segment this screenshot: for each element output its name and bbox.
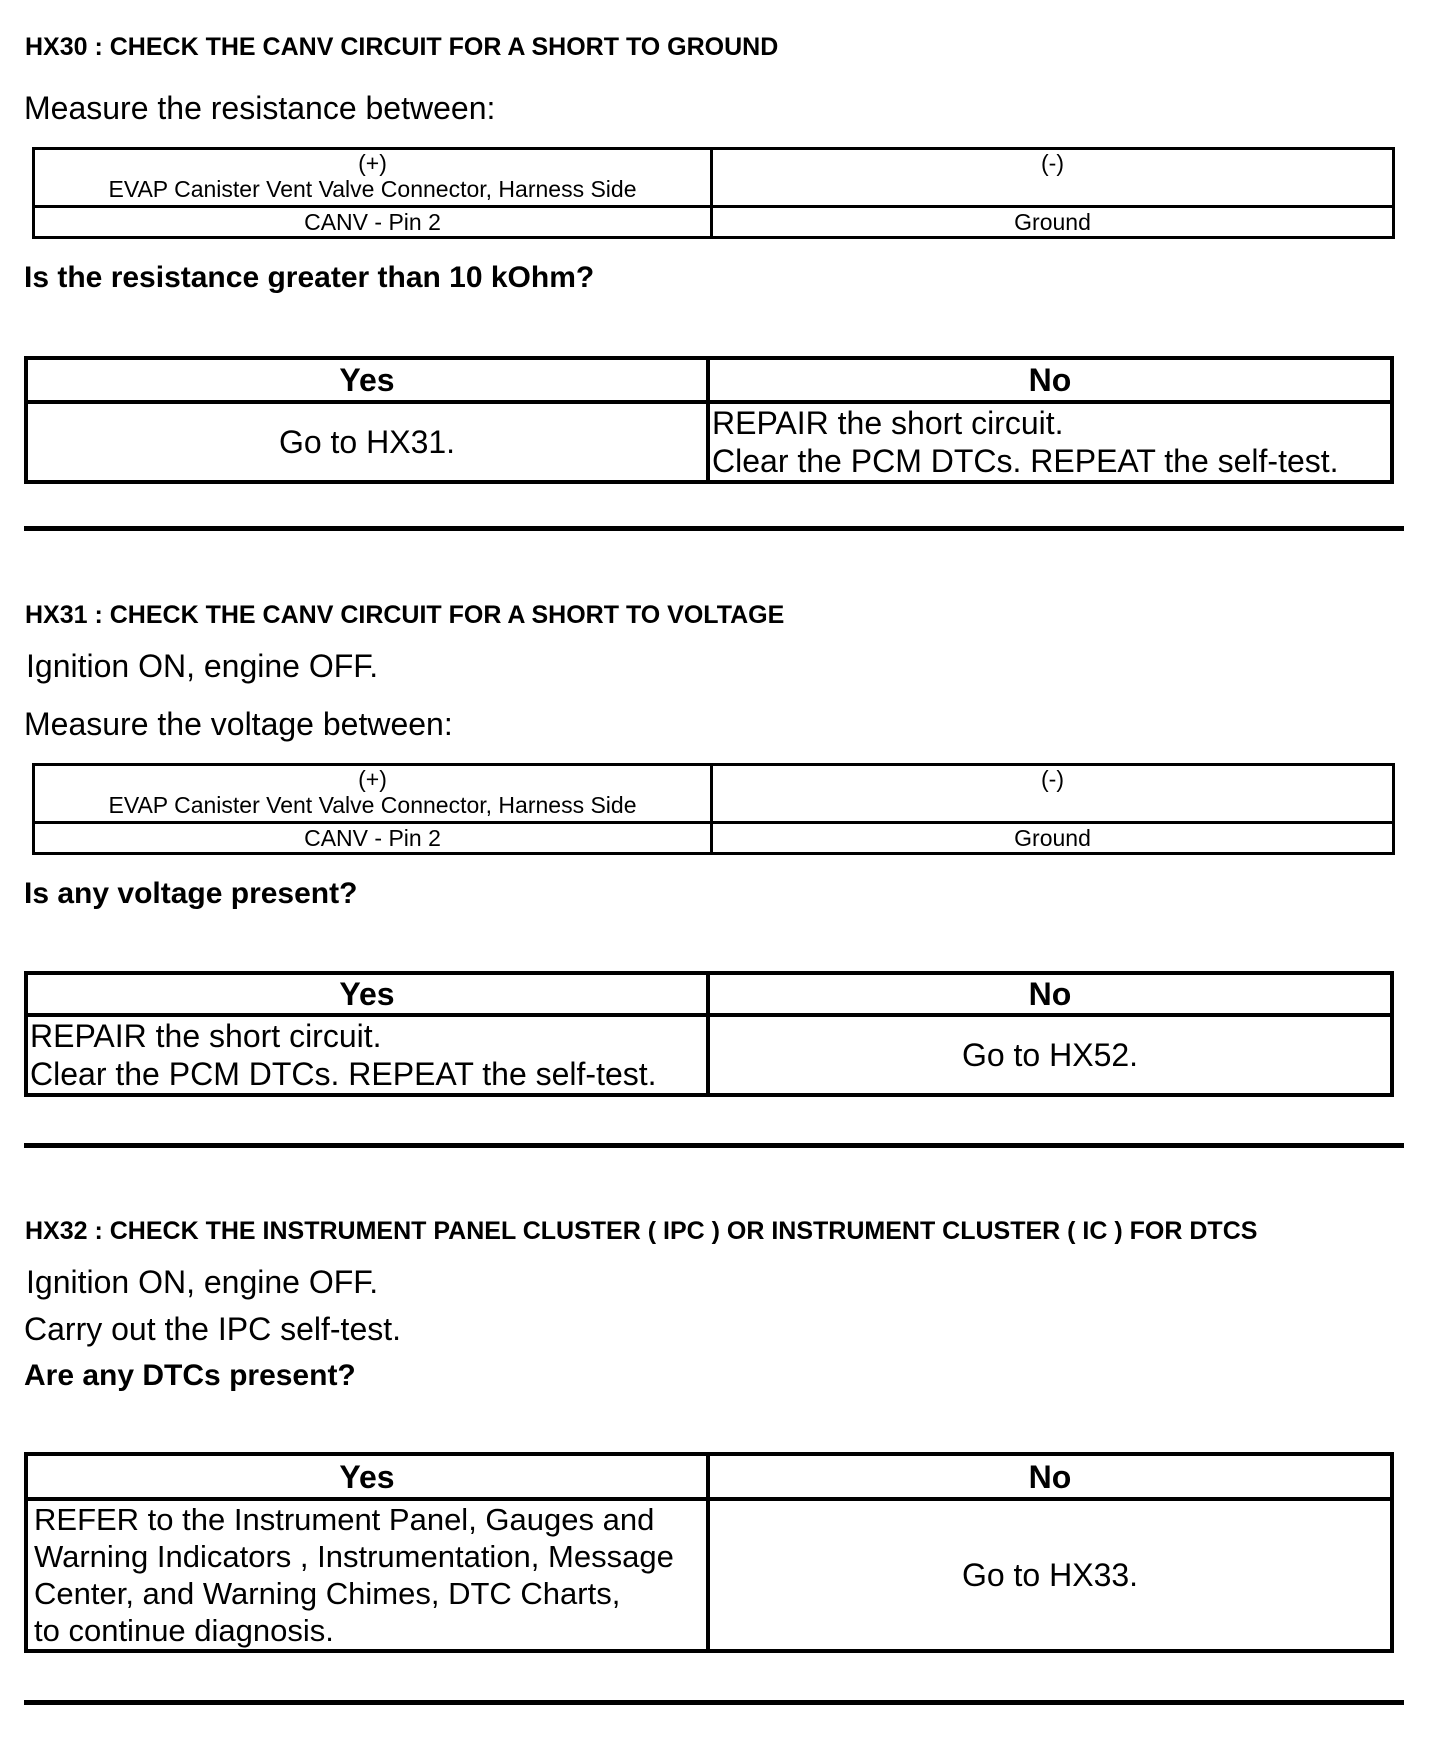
hx30-decision-table [24,356,1394,484]
hx31-minus-label: (-) [1041,766,1064,792]
hx31-yes-action [26,1015,708,1095]
hx30-yes-header: Yes [26,358,708,402]
hx30-question: Is the resistance greater than 10 kOhm? [24,261,595,294]
hx31-minus-cell [712,765,1394,823]
hx32-no-header: No [708,1454,1392,1499]
hx30-plus-label: (+) [358,150,387,176]
hx30-plus-cell [34,149,712,207]
hx32-yes-action-line: REFER to the Instrument Panel, Gauges and [34,1502,655,1537]
hx32-yes-action [26,1499,708,1651]
hx30-instruction: Measure the resistance between: [24,90,496,126]
hx31-plus-label: (+) [358,766,387,792]
hx30-no-action-line: Clear the PCM DTCs. REPEAT the self-test. [712,443,1339,479]
hx31-plus-component: EVAP Canister Vent Valve Connector, Harness Side [108,792,637,818]
hx31-no-header: No [708,973,1392,1015]
hx31-heading: HX31 : CHECK THE CANV CIRCUIT FOR A SHORT TO VOLTAGE [25,601,785,629]
hx31-decision-table [24,971,1394,1097]
hx32-step2: Carry out the IPC self-test. [24,1311,402,1347]
section-divider [24,1700,1404,1705]
hx32-yes-action-line: to continue diagnosis. [34,1613,334,1648]
hx31-yes-action-line: Clear the PCM DTCs. REPEAT the self-test. [30,1056,657,1092]
hx30-plus-component: EVAP Canister Vent Valve Connector, Harness Side [108,176,637,202]
hx30-minus-pin: Ground [712,207,1394,238]
hx30-no-header: No [708,358,1392,402]
hx32-step1: Ignition ON, engine OFF. [26,1264,379,1300]
hx31-measurement-table [32,763,1395,855]
hx31-yes-action-line: REPAIR the short circuit. [30,1018,382,1054]
hx32-yes-action-line: Center, and Warning Chimes, DTC Charts, [34,1576,621,1611]
hx30-minus-cell [712,149,1394,207]
hx30-no-action-line: REPAIR the short circuit. [712,405,1064,441]
section-divider [24,1143,1404,1148]
hx31-no-action: Go to HX52. [708,1015,1392,1095]
section-divider [24,526,1404,531]
hx31-plus-cell [34,765,712,823]
hx31-minus-pin: Ground [712,823,1394,854]
hx32-yes-action-line: Warning Indicators , Instrumentation, Message [34,1539,674,1574]
hx30-no-action [708,402,1392,482]
hx32-question: Are any DTCs present? [24,1359,356,1392]
hx31-yes-header: Yes [26,973,708,1015]
hx32-heading: HX32 : CHECK THE INSTRUMENT PANEL CLUSTER ( IPC ) OR INSTRUMENT CLUSTER ( IC ) FOR DTCS [25,1217,1258,1245]
hx31-question: Is any voltage present? [24,877,358,910]
hx32-decision-table [24,1452,1394,1653]
hx32-no-action: Go to HX33. [708,1499,1392,1651]
hx30-measurement-table [32,147,1395,239]
hx30-yes-action: Go to HX31. [26,402,708,482]
hx31-step1: Ignition ON, engine OFF. [26,648,379,684]
hx32-yes-header: Yes [26,1454,708,1499]
hx30-heading: HX30 : CHECK THE CANV CIRCUIT FOR A SHORT TO GROUND [25,33,779,61]
hx31-instruction: Measure the voltage between: [24,706,453,742]
hx30-minus-label: (-) [1041,150,1064,176]
hx31-plus-pin: CANV - Pin 2 [34,823,712,854]
hx30-plus-pin: CANV - Pin 2 [34,207,712,238]
